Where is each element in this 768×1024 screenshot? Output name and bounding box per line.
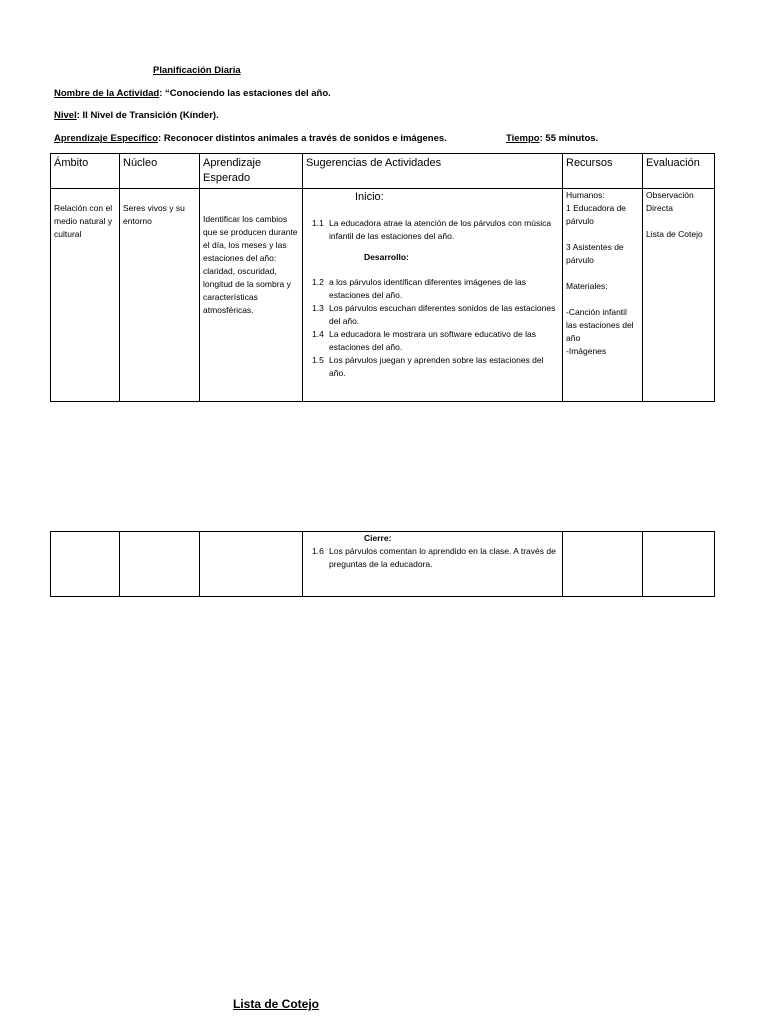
humanos-item-educadora: 1 Educadora de párvulo bbox=[566, 203, 627, 226]
header-sugerencias: Sugerencias de Actividades bbox=[303, 154, 563, 189]
evaluacion-observacion: Observación Directa bbox=[646, 190, 694, 213]
activity-text: a los párvulos identifican diferentes imágenes de las estaciones del año. bbox=[329, 277, 527, 300]
activity-text: La educadora atrae la atención de los párvulos con música infantil de las estaciones del año. bbox=[329, 218, 552, 241]
cierre-table bbox=[50, 531, 715, 597]
planning-table bbox=[50, 153, 715, 402]
activity-number: 1.1 bbox=[312, 218, 324, 228]
activity-name-label: Nombre de la Actividad bbox=[54, 88, 160, 99]
activity-item bbox=[312, 328, 558, 354]
header-evaluacion: Evaluación bbox=[643, 154, 715, 189]
empty-cell bbox=[51, 532, 120, 597]
nucleo-cell bbox=[120, 189, 200, 402]
activity-name-line bbox=[54, 88, 331, 99]
sugerencias-cell bbox=[303, 189, 563, 402]
activity-item bbox=[312, 217, 558, 243]
materiales-label: Materiales: bbox=[566, 281, 608, 291]
time-line bbox=[506, 133, 598, 144]
activity-item bbox=[312, 276, 558, 302]
learning-value: : Reconocer distintos animales a través de sonidos e imágenes. bbox=[158, 133, 447, 144]
materiales-item-cancion: -Canción infantil las estaciones del año bbox=[566, 307, 634, 343]
aprendizaje-text: Identificar los cambios que se producen durante el día, los meses y las estaciones del año: claridad, oscuridad, longitud de la sombra y características atmosféricas. bbox=[203, 214, 298, 315]
aprendizaje-cell bbox=[200, 189, 303, 402]
level-value: : II Nivel de Transición (Kínder). bbox=[76, 110, 219, 121]
activity-item bbox=[312, 545, 558, 571]
materiales-item-imagenes: -Imágenes bbox=[566, 346, 607, 356]
learning-line bbox=[54, 133, 447, 144]
activity-item bbox=[312, 302, 558, 328]
humanos-label: Humanos: bbox=[566, 190, 605, 200]
activity-number: 1.5 bbox=[312, 355, 324, 365]
activity-number: 1.3 bbox=[312, 303, 324, 313]
activity-number: 1.6 bbox=[312, 546, 324, 556]
desarrollo-heading: Desarrollo: bbox=[364, 252, 409, 262]
cierre-heading: Cierre: bbox=[364, 533, 392, 543]
time-value: : 55 minutos. bbox=[539, 133, 599, 144]
time-label: Tiempo bbox=[506, 133, 540, 144]
activity-name-value: : “Conociendo las estaciones del año. bbox=[159, 88, 331, 99]
cierre-cell bbox=[303, 532, 563, 597]
level-line bbox=[54, 110, 219, 121]
activity-text: Los párvulos juegan y aprenden sobre las estaciones del año. bbox=[329, 355, 544, 378]
header-nucleo: Núcleo bbox=[120, 154, 200, 189]
activity-text: La educadora le mostrara un software educativo de las estaciones del año. bbox=[329, 329, 536, 352]
humanos-item-asistentes: 3 Asistentes de párvulo bbox=[566, 242, 624, 265]
nucleo-text: Seres vivos y su entorno bbox=[123, 203, 185, 226]
recursos-cell bbox=[563, 189, 643, 402]
learning-label: Aprendizaje Específico bbox=[54, 133, 159, 144]
table-row bbox=[51, 189, 715, 402]
empty-cell bbox=[563, 532, 643, 597]
page-title: Planificación Diaria bbox=[153, 65, 241, 76]
evaluacion-cell bbox=[643, 189, 715, 402]
ambito-cell bbox=[51, 189, 120, 402]
empty-cell bbox=[120, 532, 200, 597]
activity-number: 1.4 bbox=[312, 329, 324, 339]
lista-cotejo-title: Lista de Cotejo bbox=[233, 997, 320, 1011]
table-header-row bbox=[51, 154, 715, 189]
activity-text: Los párvulos comentan lo aprendido en la clase. A través de preguntas de la educadora. bbox=[329, 546, 556, 569]
empty-cell bbox=[200, 532, 303, 597]
activity-number: 1.2 bbox=[312, 277, 324, 287]
empty-cell bbox=[643, 532, 715, 597]
level-label: Nivel bbox=[54, 110, 77, 121]
ambito-text: Relación con el medio natural y cultural bbox=[54, 203, 113, 239]
activity-text: Los párvulos escuchan diferentes sonidos de las estaciones del año. bbox=[329, 303, 556, 326]
header-ambito: Ámbito bbox=[51, 154, 120, 189]
inicio-heading: Inicio: bbox=[355, 191, 384, 203]
activity-item bbox=[312, 354, 558, 380]
header-aprendizaje: Aprendizaje Esperado bbox=[200, 154, 303, 189]
evaluacion-lista-cotejo: Lista de Cotejo bbox=[646, 229, 703, 239]
header-recursos: Recursos bbox=[563, 154, 643, 189]
table-row bbox=[51, 532, 715, 597]
